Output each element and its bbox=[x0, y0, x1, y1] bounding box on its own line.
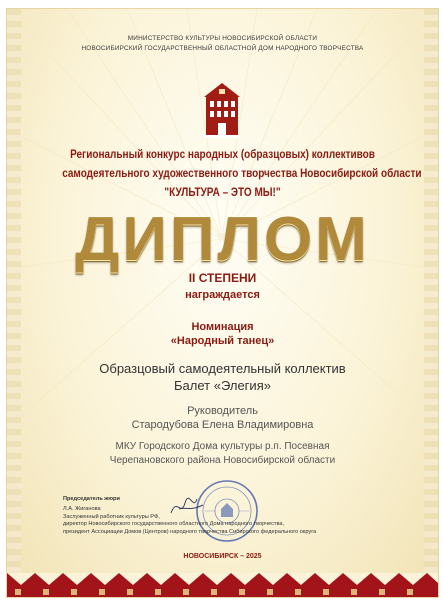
organization-line-1: МКУ Городского Дома культуры р.п. Посевная bbox=[115, 441, 330, 452]
jury-line-3: президент Ассоциации Домов (Центров) народного творчества Сибирского федерального округа bbox=[63, 528, 317, 535]
diploma-sheet bbox=[6, 8, 439, 598]
contest-line-1: Региональный конкурс народных (образцовых) коллективов bbox=[70, 147, 375, 161]
ornament-border bbox=[7, 559, 438, 597]
contest-line-3: "КУЛЬТУРА – ЭТО МЫ!" bbox=[164, 185, 281, 199]
leader-name: Стародубова Елена Владимировна bbox=[131, 419, 314, 431]
recipient-line-1: Образцовый самодеятельный коллектив bbox=[99, 361, 346, 376]
jury-name: Л.А. Жиганова bbox=[63, 506, 101, 513]
building-logo-icon bbox=[200, 81, 244, 139]
nomination-label: Номинация bbox=[191, 321, 254, 333]
organization-line-2: Черепановского района Новосибирской области bbox=[109, 455, 336, 466]
jury-line-1: Заслуженный работник культуры РФ, bbox=[63, 513, 160, 520]
leader-label: Руководитель bbox=[187, 405, 258, 417]
left-border-pattern bbox=[7, 9, 21, 597]
jury-block bbox=[63, 496, 363, 536]
degree: II СТЕПЕНИ bbox=[188, 271, 257, 285]
recipient-line-2: Балет «Элегия» bbox=[174, 378, 271, 393]
house-header: НОВОСИБИРСКИЙ ГОСУДАРСТВЕННЫЙ ОБЛАСТНОЙ ДОМ НАРОДНОГО ТВОРЧЕСТВА bbox=[81, 45, 364, 52]
contest-line-2: самодеятельного художественного творчества Новосибирской области bbox=[62, 166, 422, 180]
ministry-header: МИНИСТЕРСТВО КУЛЬТУРЫ НОВОСИБИРСКОЙ ОБЛАСТИ bbox=[127, 35, 318, 42]
right-border-pattern bbox=[424, 9, 438, 597]
city-year: НОВОСИБИРСК – 2025 bbox=[183, 553, 262, 560]
nomination-value: «Народный танец» bbox=[170, 335, 275, 347]
contest-title bbox=[62, 145, 422, 202]
awarded-text: награждается bbox=[185, 289, 260, 301]
jury-title: Председатель жюри bbox=[63, 496, 120, 502]
diploma-title: ДИПЛОМ bbox=[75, 205, 370, 274]
jury-line-2: директор Новосибирского государственного областного Дома народного творчества, bbox=[63, 521, 285, 528]
